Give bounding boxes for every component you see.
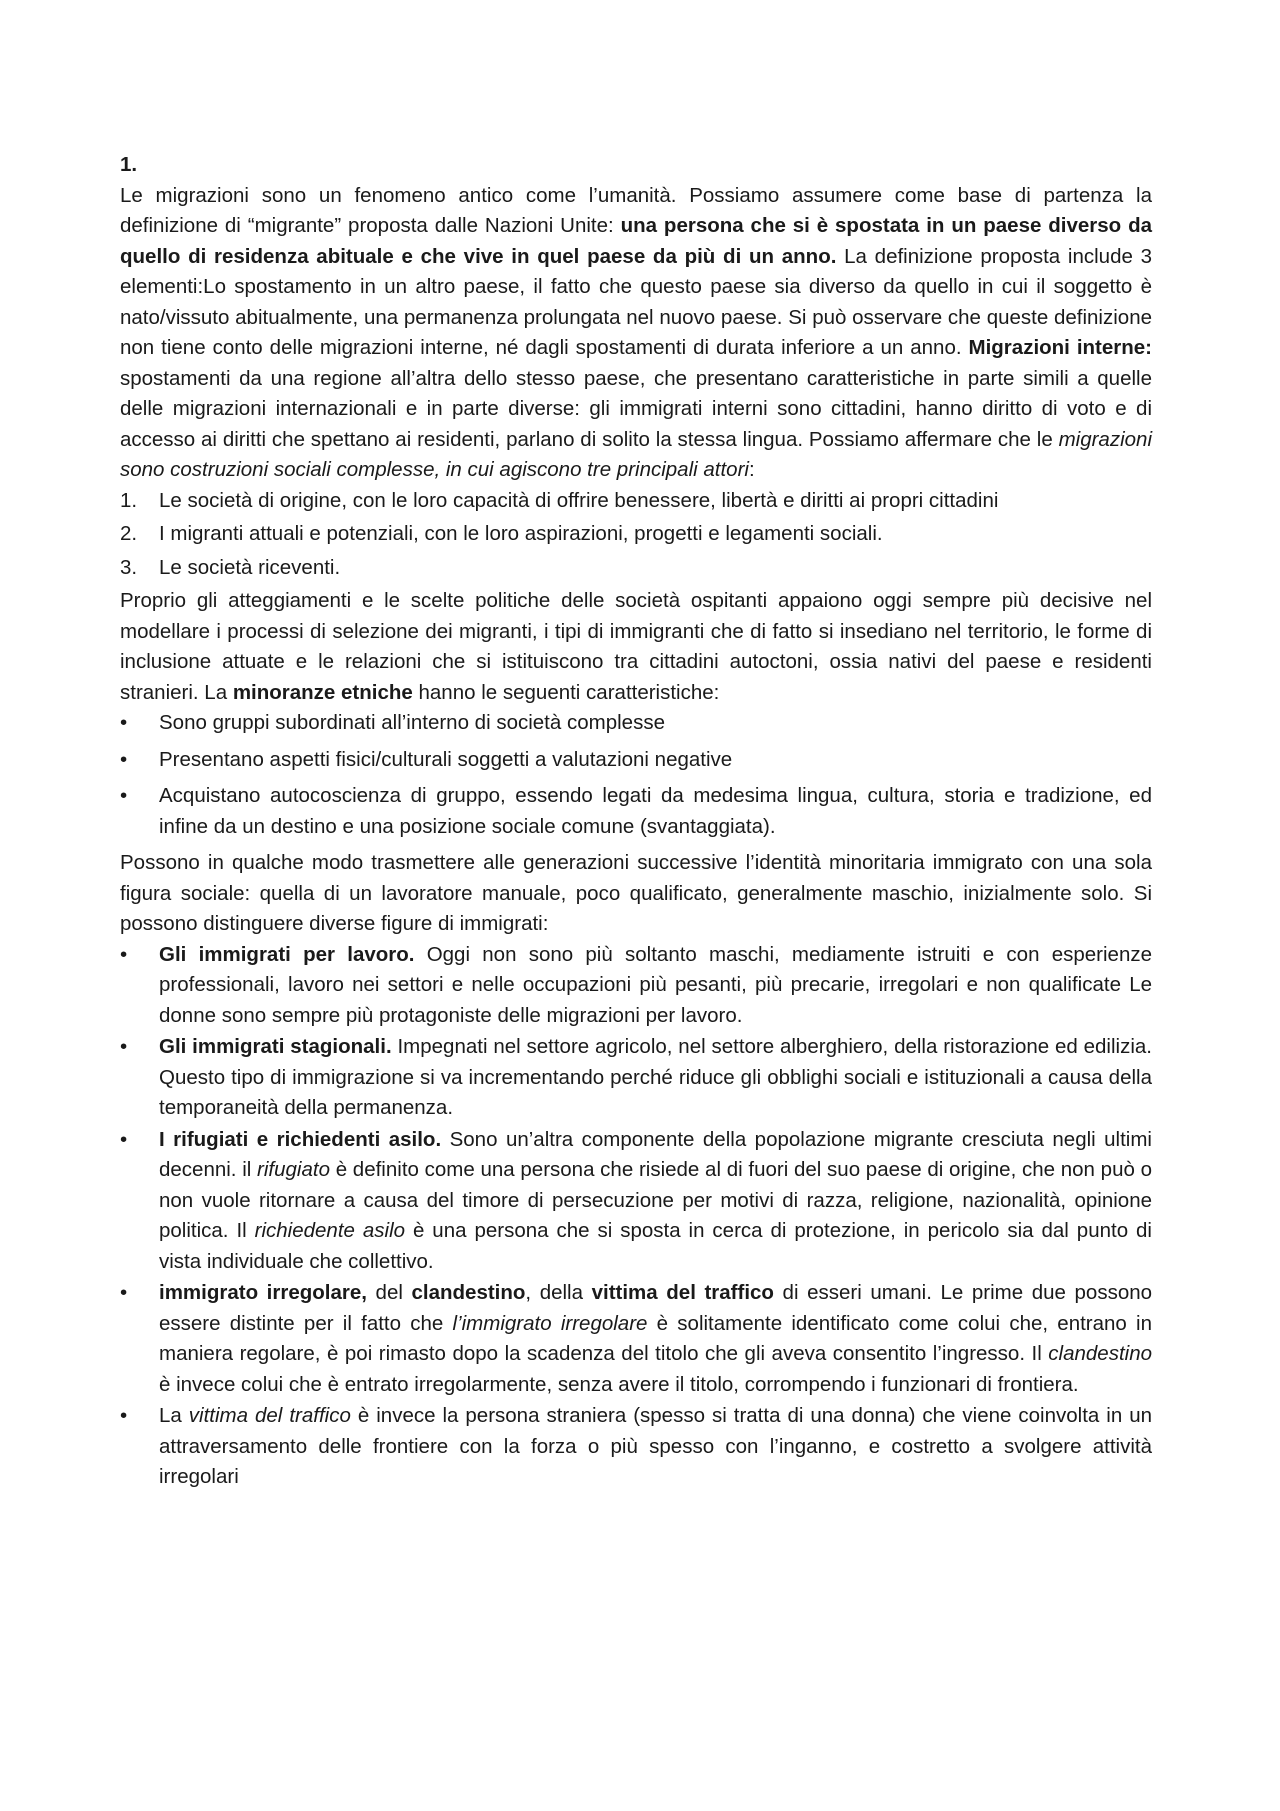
bullet-icon: • — [120, 1035, 128, 1058]
list-item: 2. I migranti attuali e potenziali, con le loro aspirazioni, progetti e legamenti sociali. — [120, 522, 883, 545]
bullet-icon: • — [120, 942, 128, 966]
section-number: 1. — [120, 153, 138, 176]
list-item: • Gli immigrati stagionali. Impegnati nel settore agricolo, nel settore alberghiero, della ristorazione ed edilizia. Questo tipo di immigrazione si va incrementando perché riduce gli obblighi sociali e istituzionali a causa della temporaneità della permanenza. — [120, 1032, 1152, 1124]
list-item: • Acquistano autocoscienza di gruppo, essendo legati da medesima lingua, cultura, storia e tradizione, ed infine da un destino e una posizione sociale comune (svantaggiata). — [120, 781, 1152, 842]
actors-list — [120, 486, 1152, 584]
paragraph-minorities: Proprio gli atteggiamenti e le scelte politiche delle società ospitanti appaiono oggi sempre più decisive nel modellare i processi di selezione dei migranti, i tipi di immigranti che di fatto si insediano nel territorio, le forme di inclusione attuate e le relazioni che si istituiscono tra cittadini autoctoni, ossia nativi del paese e residenti stranieri. La minoranze etniche hanno le seguenti caratteristiche: — [120, 589, 1152, 704]
intro-paragraph: Le migrazioni sono un fenomeno antico come l’umanità. Possiamo assumere come base di partenza la definizione di “migrante” proposta dalle Nazioni Unite: una persona che si è spostata in un paese diverso da quello di residenza abituale e che vive in quel paese da più di un anno. La definizione proposta include 3 elementi:Lo spostamento in un altro paese, il fatto che questo paese sia diverso da quello in cui il soggetto è nato/vissuto abitualmente, una permanenza prolungata nel nuovo paese. Si può osservare che queste definizione non tiene conto delle migrazioni interne, né dagli spostamenti di durata inferiore a un anno. Migrazioni interne: spostamenti da una regione all’altra dello stesso paese, che presentano caratteristiche in parte simili a quelle delle migrazioni internazionali e in parte diverse: gli immigrati interni sono cittadini, hanno diritto di voto e di accesso ai diritti che spettano ai residenti, parlano di solito la stessa lingua. Possiamo affermare che le migrazioni sono costruzioni sociali complesse, in cui agiscono tre principali attori: — [120, 183, 1153, 481]
bullet-icon: • — [120, 747, 128, 771]
list-item: 3. Le società riceventi. — [120, 555, 341, 579]
list-item: • Presentano aspetti fisici/culturali soggetti a valutazioni negative — [120, 745, 1152, 776]
paragraph-figures-intro: Possono in qualche modo trasmettere alle generazioni successive l’identità minoritaria immigrato con una sola figura sociale: quella di un lavoratore manuale, poco qualificato, generalmente maschio, inizialmente solo. Si possono distinguere diverse figure di immigrati: — [120, 851, 1152, 935]
list-item: • Sono gruppi subordinati all’interno di società complesse — [120, 708, 1152, 739]
bullet-icon: • — [120, 1127, 128, 1151]
list-item: 1. Le società di origine, con le loro capacità di offrire benessere, libertà e diritti ai propri cittadini — [120, 488, 999, 512]
bullet-icon: • — [120, 1404, 128, 1427]
list-item: • La vittima del traffico è invece la persona straniera (spesso si tratta di una donna) che viene coinvolta in un attraversamento delle frontiere con la forza o più spesso con l’inganno, e costretto a svolgere attività irregolari — [120, 1401, 1152, 1493]
document-page — [120, 150, 1152, 1494]
list-item: • immigrato irregolare, del clandestino, della vittima del traffico di esseri umani. Le prime due possono essere distinte per il fatto che l’immigrato irregolare è solitamente identificato come colui che, entrano in maniera regolare, è poi rimasto dopo la scadenza del titolo che gli aveva consentito l’ingresso. Il clandestino è invece colui che è entrato irregolarmente, senza avere il titolo, corrompendo i funzionari di frontiera. — [120, 1278, 1152, 1400]
bullet-icon: • — [120, 1281, 128, 1304]
list-item: • Gli immigrati per lavoro. Oggi non sono più soltanto maschi, mediamente istruiti e con esperienze professionali, lavoro nei settori e nelle occupazioni più pesanti, più precarie, irregolari e non qualificate Le donne sono sempre più protagoniste delle migrazioni per lavoro. — [120, 940, 1152, 1032]
bullet-icon: • — [120, 711, 128, 734]
immigrant-figures-list — [120, 940, 1152, 1493]
minorities-list — [120, 708, 1152, 842]
bullet-icon: • — [120, 784, 128, 807]
list-item: • I rifugiati e richiedenti asilo. Sono un’altra componente della popolazione migrante cresciuta negli ultimi decenni. il rifugiato è definito come una persona che risiede al di fuori del suo paese di origine, che non può o non vuole ritornare a causa del timore di persecuzione per motivi di razza, religione, nazionalità, opinione politica. Il richiedente asilo è una persona che si sposta in cerca di protezione, in pericolo sia dal punto di vista individuale che collettivo. — [120, 1125, 1152, 1278]
